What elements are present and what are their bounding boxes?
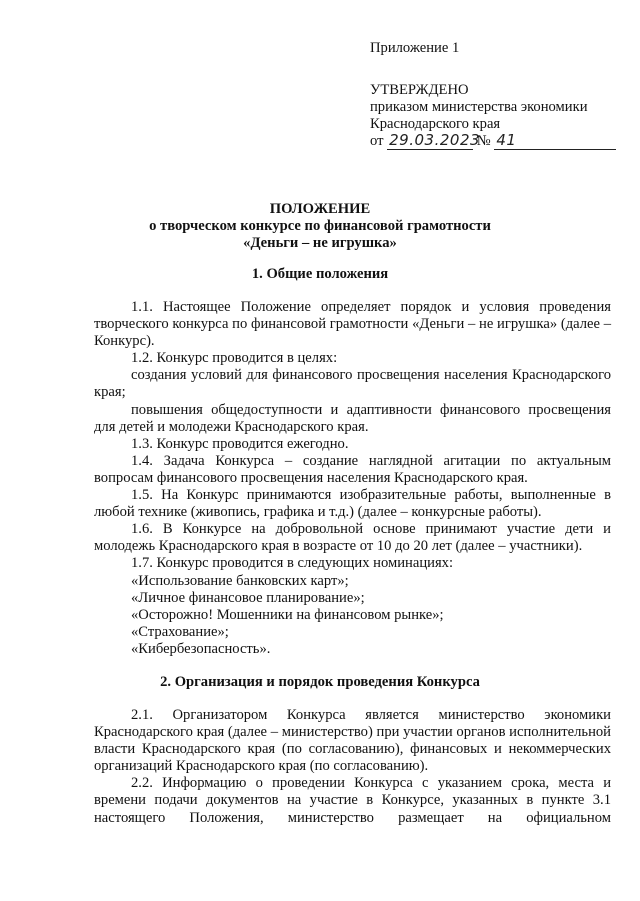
paragraph-goal-2: повышения общедоступности и адаптивности финансового просвещения для детей и молодежи Краснодарского края. (94, 401, 611, 435)
order-date-number-line (370, 133, 620, 150)
paragraph-2-2: 2.2. Информацию о проведении Конкурса с указанием срока, места и времени подачи документов на участие в Конкурсе, указанных в пункте 3.1 настоящего Положения, министерство размещает на официальном (94, 775, 611, 826)
title-line-2: о творческом конкурсе по финансовой грамотности (149, 218, 491, 234)
section-2-heading: 2. Организация и порядок проведения Конкурса (160, 674, 480, 690)
nomination-item: «Личное финансовое планирование»; (131, 589, 365, 606)
appendix-label: Приложение 1 (370, 40, 460, 56)
order-number-handwritten: 41 (496, 131, 517, 149)
approved-label: УТВЕРЖДЕНО (370, 82, 469, 98)
paragraph-1-4: 1.4. Задача Конкурса – создание наглядной агитации по актуальным вопросам финансового просвещения населения Краснодарского края. (94, 452, 611, 486)
nomination-item: «Страхование»; (131, 623, 229, 640)
title-line-3: «Деньги – не игрушка» (243, 235, 397, 251)
nomination-item: «Кибербезопасность». (131, 640, 271, 657)
title-line-1: ПОЛОЖЕНИЕ (269, 201, 371, 217)
paragraph-1-2: 1.2. Конкурс проводится в целях: (131, 350, 338, 367)
document-title (0, 201, 640, 252)
paragraph-2-1: 2.1. Организатором Конкурса является министерство экономики Краснодарского края (далее – министерство) при участии органов исполнительной власти Краснодарского края (по согласованию), финансовых и некоммерческих организаций Краснодарского края (по согласованию). (94, 707, 611, 775)
order-date-field (387, 131, 481, 150)
section-1-heading: 1. Общие положения (251, 266, 389, 282)
section-1-body (94, 299, 611, 658)
paragraph-1-3: 1.3. Конкурс проводится ежегодно. (131, 435, 349, 452)
paragraph-1-1: 1.1. Настоящее Положение определяет порядок и условия проведения творческого конкурса по финансовой грамотности «Деньги – не игрушка» (далее – Конкурс). (94, 299, 611, 350)
from-label: от (370, 133, 384, 149)
approved-region: Краснодарского края (370, 116, 501, 132)
number-label: № (476, 133, 491, 149)
nomination-item: «Осторожно! Мошенники на финансовом рынке»; (131, 606, 444, 623)
nomination-item: «Использование банковских карт»; (131, 572, 349, 589)
order-number-field (494, 133, 616, 150)
paragraph-1-6: 1.6. В Конкурсе на добровольной основе принимают участие дети и молодежь Краснодарского края в возрасте от 10 до 20 лет (далее – участники). (94, 521, 611, 555)
approval-stamp-block (370, 40, 620, 150)
order-date-handwritten: 29.03.2023 (389, 131, 481, 149)
approved-by-order: приказом министерства экономики (370, 99, 588, 115)
section-2-body (94, 707, 611, 827)
paragraph-1-7: 1.7. Конкурс проводится в следующих номинациях: (131, 555, 454, 572)
paragraph-goal-1: создания условий для финансового просвещения населения Краснодарского края; (94, 367, 611, 401)
paragraph-1-5: 1.5. На Конкурс принимаются изобразительные работы, выполненные в любой технике (живопись, графика и т.д.) (далее – конкурсные работы). (94, 487, 611, 521)
